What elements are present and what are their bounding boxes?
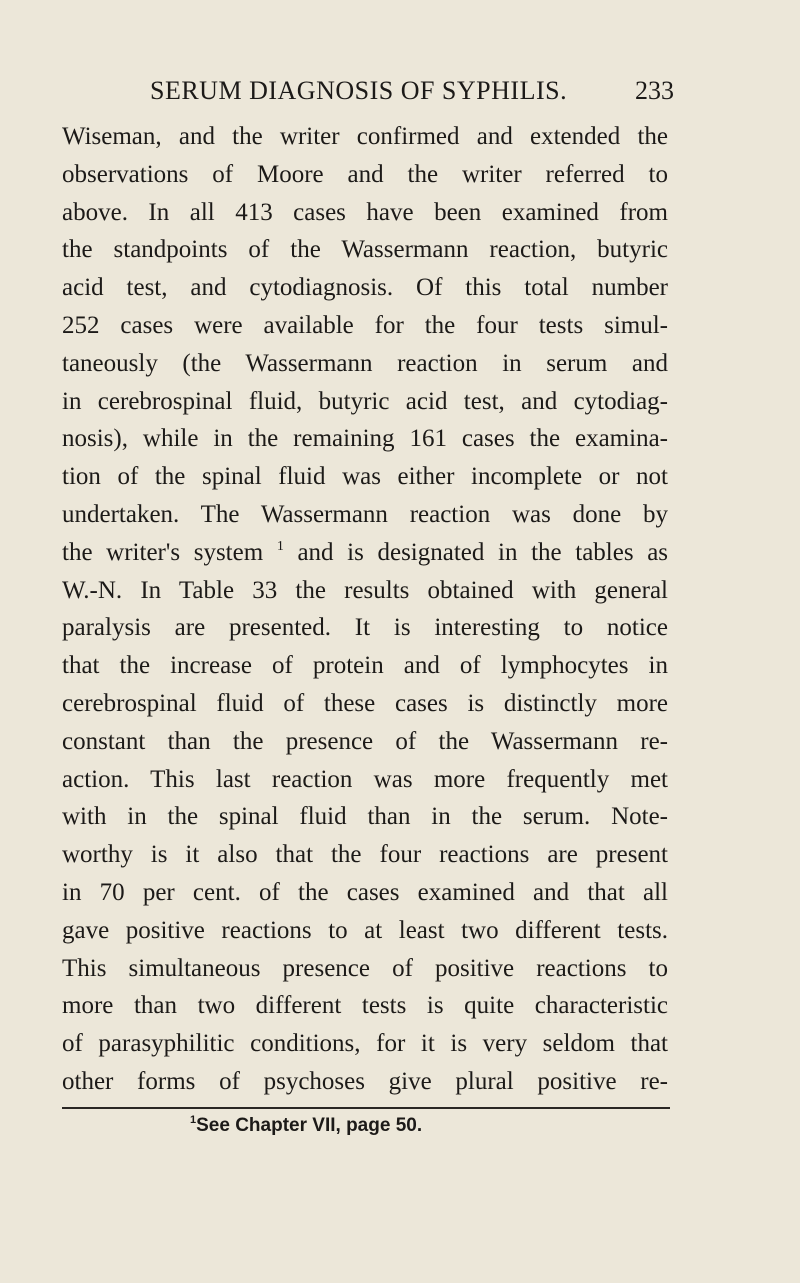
- body-line: paralysis are presented. It is interesting to notice: [62, 614, 668, 642]
- footnote: [190, 1115, 422, 1137]
- footnote-divider: [62, 1107, 670, 1109]
- body-line: that the increase of protein and of lymphocytes in: [62, 652, 668, 680]
- body-line: other forms of psychoses give plural positive re-: [62, 1067, 668, 1095]
- body-line: taneously (the Wassermann reaction in serum and: [62, 349, 668, 377]
- body-line: tion of the spinal fluid was either incomplete or not: [62, 463, 668, 491]
- body-line: the standpoints of the Wassermann reaction, butyric: [62, 236, 668, 264]
- line-text: the writer's system: [62, 538, 264, 566]
- body-line: more than two different tests is quite characteristic: [62, 992, 668, 1020]
- body-line: This simultaneous presence of positive reactions to: [62, 954, 668, 982]
- body-line: of parasyphilitic conditions, for it is very seldom that: [62, 1030, 668, 1058]
- body-line: W.-N. In Table 33 the results obtained with general: [62, 576, 668, 604]
- body-line: above. In all 413 cases have been examined from: [62, 198, 668, 226]
- body-line: with in the spinal fluid than in the serum. Note-: [62, 803, 668, 831]
- body-line: observations of Moore and the writer referred to: [62, 160, 668, 188]
- body-line: cerebrospinal fluid of these cases is distinctly more: [62, 689, 668, 717]
- line-text-tail: and is designated in the tables as: [297, 538, 668, 566]
- body-line: in cerebrospinal fluid, butyric acid test, and cytodiag-: [62, 387, 668, 415]
- footnote-text: See Chapter VII, page 50.: [196, 1115, 423, 1136]
- body-line: action. This last reaction was more frequently met: [62, 765, 668, 793]
- body-line: 252 cases were available for the four tests simul-: [62, 311, 668, 339]
- body-text: [62, 118, 668, 1101]
- footnote-marker: 1: [190, 1114, 197, 1126]
- body-line: worthy is it also that the four reactions are present: [62, 841, 668, 869]
- body-line: constant than the presence of the Wassermann re-: [62, 727, 668, 755]
- body-line: in 70 per cent. of the cases examined and that all: [62, 878, 668, 906]
- body-line: Wiseman, and the writer confirmed and extended the: [62, 123, 668, 150]
- body-line: gave positive reactions to at least two different tests.: [62, 916, 668, 944]
- body-line: undertaken. The Wassermann reaction was done by: [62, 500, 668, 528]
- page-number: 233: [635, 76, 674, 105]
- body-line-with-footnote-ref: [62, 534, 668, 572]
- footnote-reference: 1: [276, 538, 284, 554]
- body-line: acid test, and cytodiagnosis. Of this total number: [62, 274, 668, 302]
- body-line: nosis), while in the remaining 161 cases the examina-: [62, 425, 668, 453]
- running-title: SERUM DIAGNOSIS OF SYPHILIS.: [150, 76, 568, 105]
